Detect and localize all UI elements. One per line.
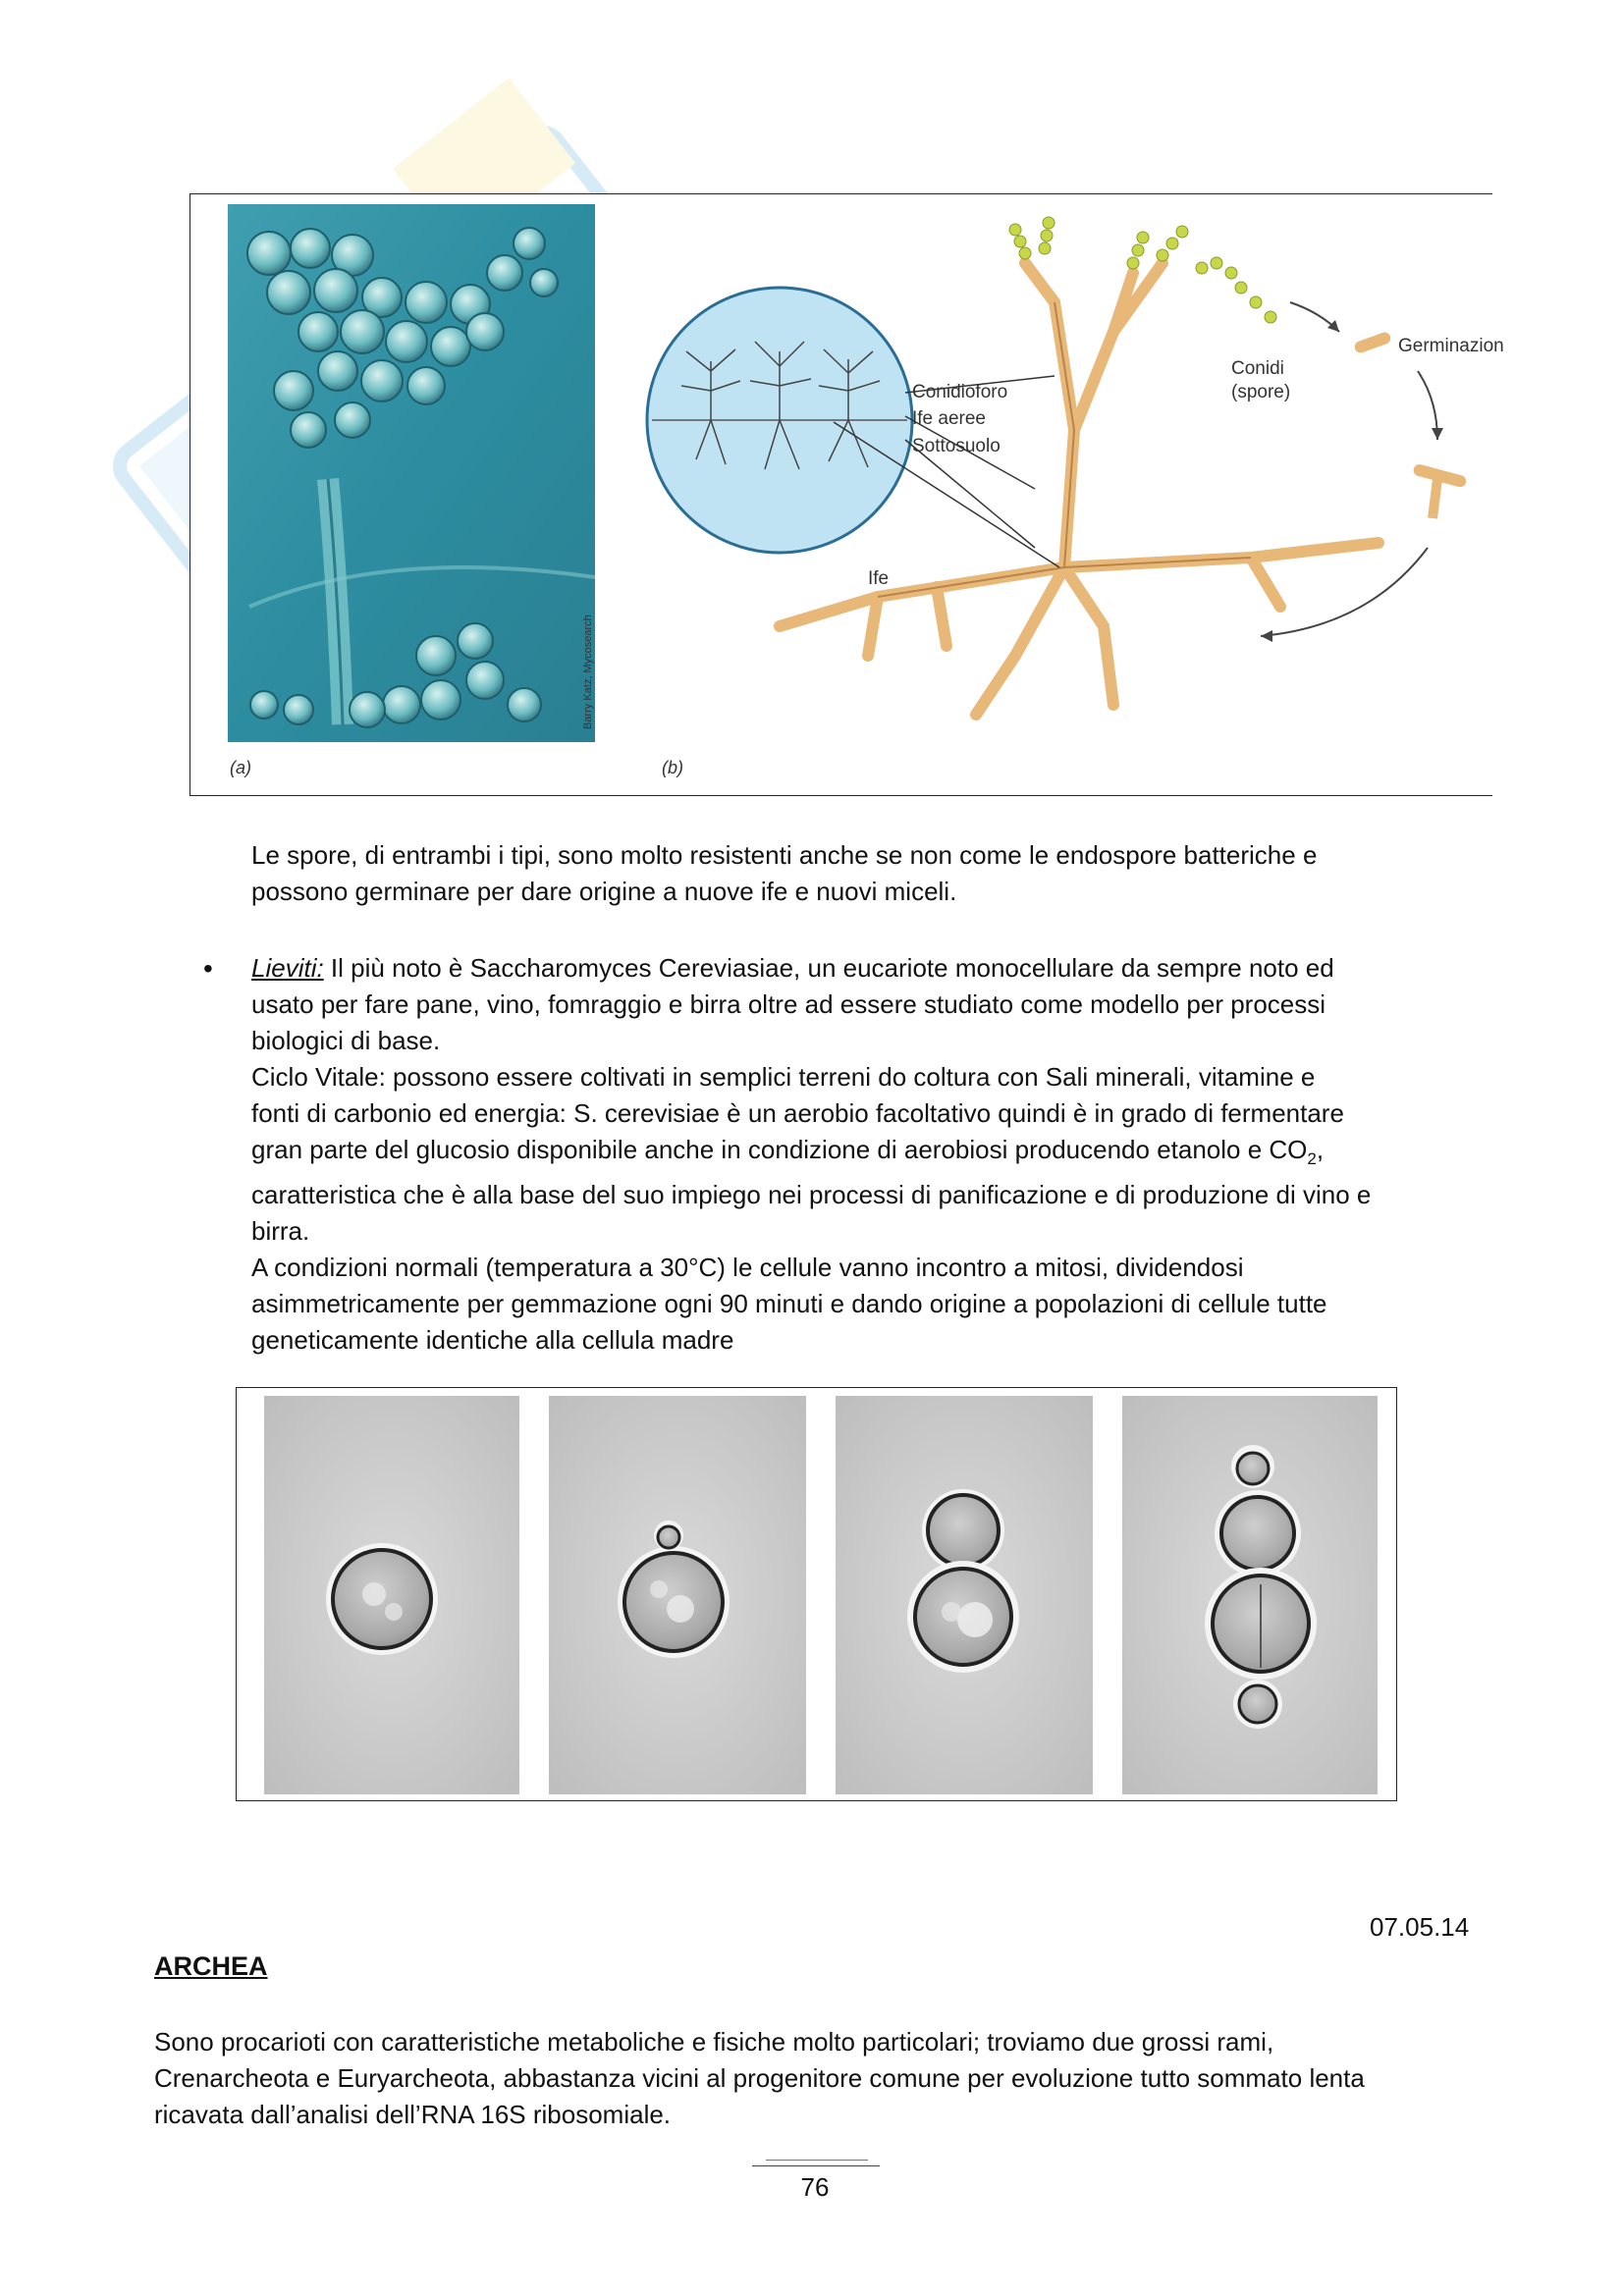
panel-b-label: (b) [662, 758, 683, 777]
panel-a-label: (a) [230, 758, 251, 777]
archea-paragraph: Sono procarioti con caratteristiche metaboliche e fisiche molto particolari; troviamo due grossi rami, Crenarcheota e Euryarcheota, abbastanza vicini al progenitore comune per evoluzione tutto sommato lenta ricavata dall’analisi dell’RNA 16S ribosomiale. [154, 2027, 1365, 2129]
figure-fungal-conidia [189, 193, 1504, 796]
lieviti-label: Lieviti: [251, 953, 324, 983]
yeast-panel-2 [549, 1396, 806, 1794]
page-number: 76 [800, 2172, 830, 2202]
label-sottosuolo: Sottosuolo [912, 436, 1001, 456]
photo-credit: Barry Katz, Mycosearch [582, 614, 594, 729]
section-title-archea: ARCHEA [154, 1951, 268, 1981]
label-germinazione: Germinazion [1398, 336, 1504, 356]
label-conidioforo: Conidioforo [912, 382, 1008, 402]
spore-paragraph: Le spore, di entrambi i tipi, sono molto resistenti anche se non come le endospore batteriche e possono germinare per dare origine a nuove ife e nuovi miceli. [251, 840, 1318, 906]
lieviti-paragraph: Lieviti: Il più noto è Saccharomyces Cereviasiae, un eucariote monocellulare da sempre noto ed usato per fare pane, vino, fomraggio e birra oltre ad essere studiato come modello per processi biologici di base. Ciclo Vitale: possono essere coltivati in semplici terreni do coltura con Sali minerali, vitamine e fonti di carbonio ed energia: S. cerevisiae è un aerobio facoltativo quindi è in grado di fermentare gran parte del glucosio disponibile anche in condizione di aerobiosi producendo etanolo e $CO_2$, caratteristica che è alla base del suo impiego nei processi di panificazione e di produzione di vino e birra. A condizioni normali (temperatura a 30°C) le cellule vanno incontro a mitosi, dividendosi asimmetricamente per gemmazione ogni 90 minuti e dando origine a popolazioni di cellule tutte geneticamente identiche alla cellula madre [251, 953, 1372, 1356]
fungal-diagram [190, 194, 1504, 797]
label-spore: (spore) [1231, 382, 1291, 402]
label-ife-aeree: Ife aeree [912, 408, 986, 429]
micrograph-panel-a [228, 204, 595, 777]
yeast-panel-4 [1122, 1396, 1378, 1794]
yeast-panel-3 [836, 1396, 1093, 1794]
figure-yeast-budding [236, 1387, 1397, 1801]
footer-rule [752, 2165, 880, 2166]
yeast-panel-1 [264, 1396, 519, 1794]
bullet-lieviti: • [203, 953, 213, 984]
footer-rule-top [766, 2160, 868, 2161]
label-ife: Ife [868, 568, 890, 589]
section-date: 07.05.14 [1370, 1912, 1470, 1942]
yeast-panels [237, 1388, 1398, 1802]
diagram-panel-b [647, 217, 1504, 777]
label-conidi: Conidi [1231, 358, 1284, 379]
